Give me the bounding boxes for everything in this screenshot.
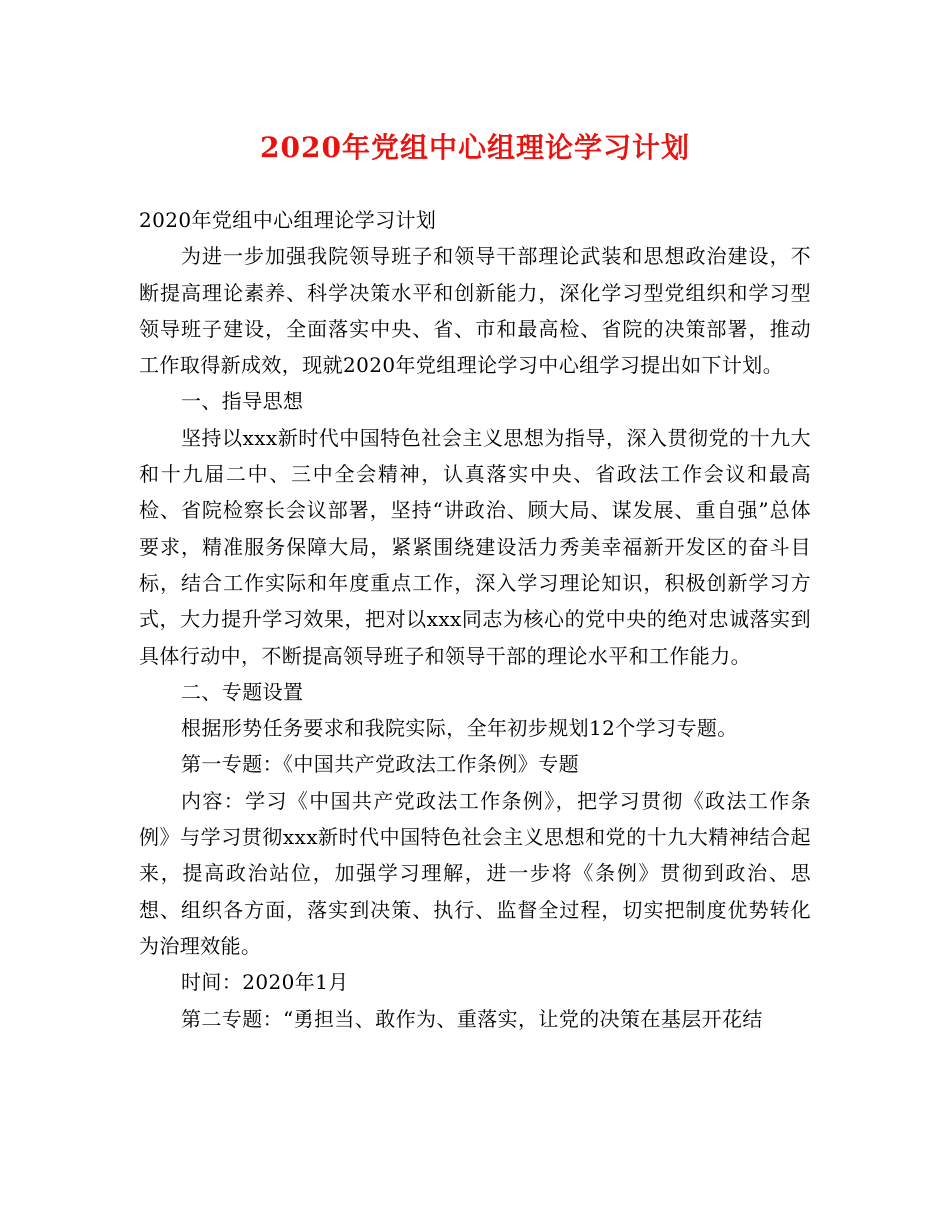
document-title: 2020年党组中心组理论学习计划 [260,131,690,164]
topic-one-time: 时间：2020年1月 [181,970,349,995]
section-heading-guiding-ideology: 一、指导思想 [181,389,304,414]
topic-two-heading: 第二专题：“勇担当、敢作为、重落实，让党的决策在基层开花结 [181,1006,763,1031]
paragraph-heading-repeat: 2020年党组中心组理论学习计划 [139,208,437,232]
topic-one-content: 内容：学习《中国共产党政法工作条例》，把学习贯彻《政法工作条例》与学习贯彻xxx新时代中国特色社会主义思想和党的十九大精神结合起来，提高政治站位，加强学习理解，进一步将《条例》贯彻到政治、思想、组织各方面，落实到决策、执行、监督全过程，切实把制度优势转化为治理效能。 [139,788,811,958]
paragraph-intro: 为进一步加强我院领导班子和领导干部理论武装和思想政治建设，不断提高理论素养、科学决策水平和创新能力，深化学习型党组织和学习型领导班子建设，全面落实中央、省、市和最高检、省院的决策部署，推动工作取得新成效，现就2020年党组理论学习中心组学习提出如下计划。 [139,244,811,378]
section-heading-topics: 二、专题设置 [181,679,304,704]
topic-one-heading: 第一专题：《中国共产党政法工作条例》专题 [181,752,579,777]
paragraph-topics-plan: 根据形势任务要求和我院实际，全年初步规划12个学习专题。 [181,716,738,741]
paragraph-guiding-ideology: 坚持以xxx新时代中国特色社会主义思想为指导，深入贯彻党的十九大和十九届二中、三中全会精神，认真落实中央、省政法工作会议和最高检、省院检察长会议部署，坚持“讲政治、顾大局、谋发展、重自强”总体要求，精准服务保障大局，紧紧围绕建设活力秀美幸福新开发区的奋斗目标，结合工作实际和年度重点工作，深入学习理论知识，积极创新学习方式，大力提升学习效果，把对以xxx同志为核心的党中央的绝对忠诚落实到具体行动中，不断提高领导班子和领导干部的理论水平和工作能力。 [139,425,811,668]
document-body [139,202,811,1037]
